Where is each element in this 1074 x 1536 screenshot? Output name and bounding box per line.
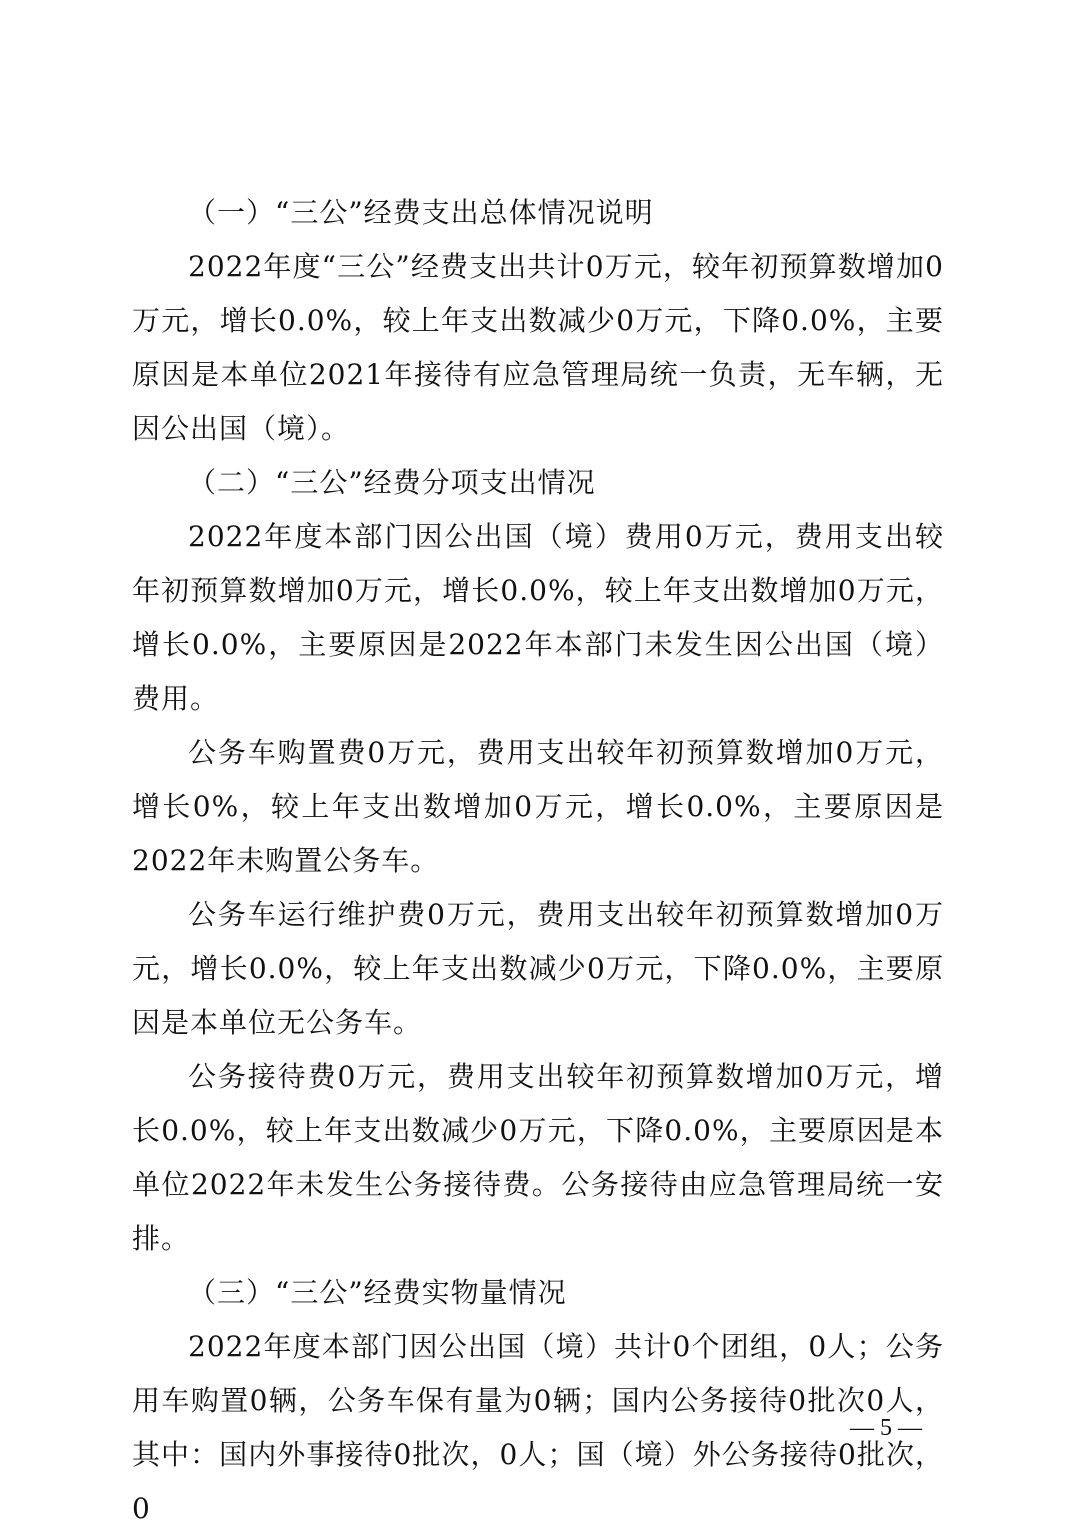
section-3-paragraph: 2022年度本部门因公出国（境）共计0个团组，0人；公务用车购置0辆，公务车保有量为0辆；国内公务接待0批次0人，其中：国内外事接待0批次，0人；国（境）外公务接待0批次，0 [132, 1330, 944, 1525]
section-2-paragraph-vehicle-purchase: 公务车购置费0万元，费用支出较年初预算数增加0万元，增长0%，较上年支出数增加0万元，增长0.0%，主要原因是2022年未购置公务车。 [132, 736, 944, 877]
section-1-paragraph: 2022年度“三公”经费支出共计0万元，较年初预算数增加0万元，增长0.0%，较上年支出数减少0万元，下降0.0%，主要原因是本单位2021年接待有应急管理局统一负责，无车辆，无因公出国（境）。 [132, 250, 944, 445]
document-page [132, 186, 944, 1536]
section-1-heading: （一）“三公”经费支出总体情况说明 [188, 196, 654, 229]
page-number: — 5 — [850, 1415, 922, 1441]
section-2-heading: （二）“三公”经费分项支出情况 [188, 466, 596, 499]
section-2-paragraph-outbound-travel: 2022年度本部门因公出国（境）费用0万元，费用支出较年初预算数增加0万元，增长0.0%，较上年支出数增加0万元，增长0.0%，主要原因是2022年本部门未发生因公出国（境）费用。 [132, 520, 944, 715]
section-2-paragraph-official-reception: 公务接待费0万元，费用支出较年初预算数增加0万元，增长0.0%，较上年支出数减少0万元，下降0.0%，主要原因是本单位2022年未发生公务接待费。公务接待由应急管理局统一安排。 [132, 1060, 944, 1255]
section-2-paragraph-vehicle-operation: 公务车运行维护费0万元，费用支出较年初预算数增加0万元，增长0.0%，较上年支出数减少0万元，下降0.0%，主要原因是本单位无公务车。 [132, 898, 944, 1039]
section-3-heading: （三）“三公”经费实物量情况 [188, 1276, 567, 1309]
